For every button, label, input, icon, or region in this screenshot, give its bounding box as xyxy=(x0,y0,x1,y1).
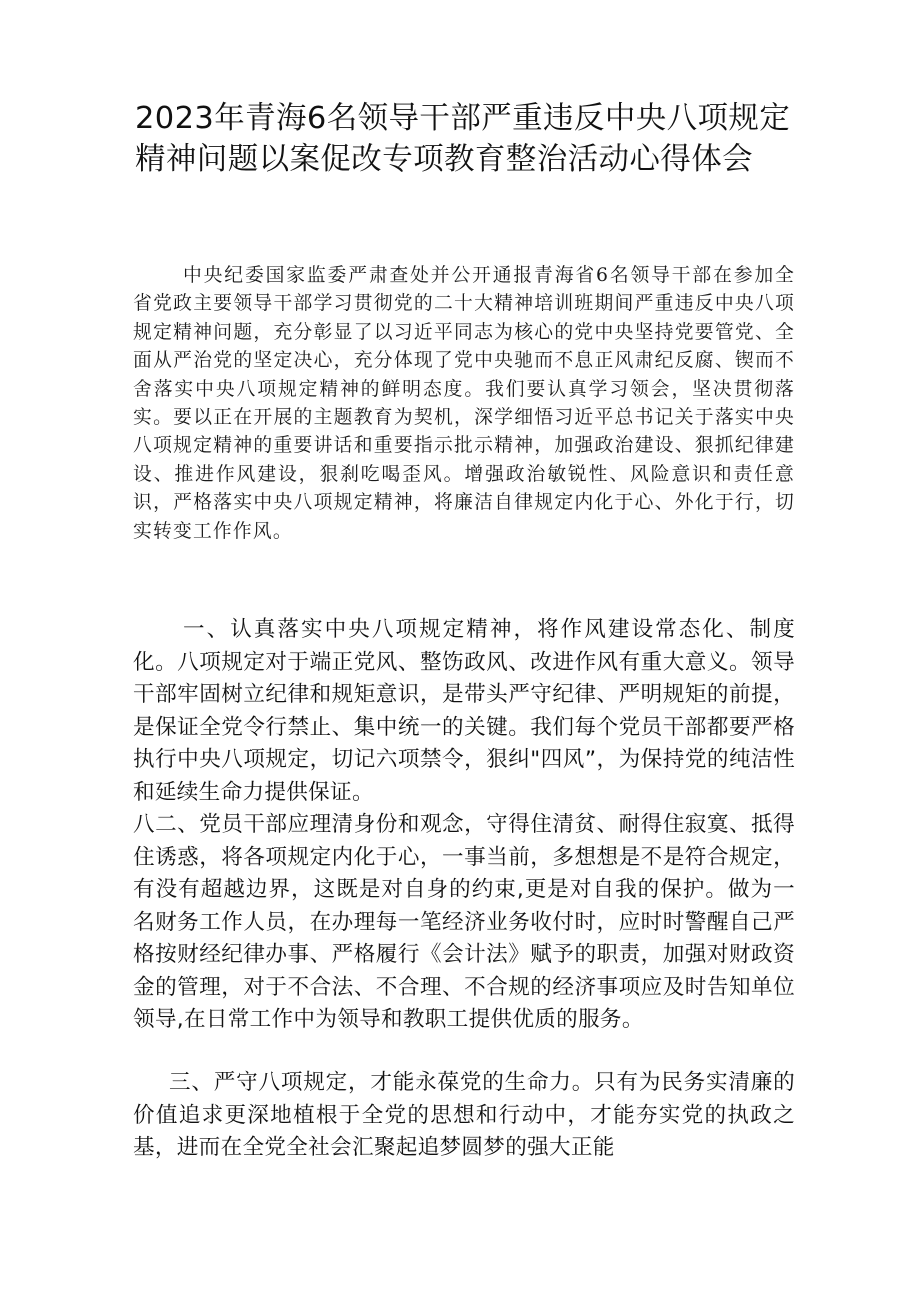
intro-paragraph: 中央纪委国家监委严肃查处并公开通报青海省6名领导干部在参加全省党政主要领导干部学习贯彻党的二十大精神培训班期间严重违反中央八项规定精神问题，充分彰显了以习近平同志为核心的党中央坚持党要管党、全面从严治党的坚定决心，充分体现了党中央驰而不息正风肃纪反腐、锲而不舍落实中央八项规定精神的鲜明态度。我们要认真学习领会，坚决贯彻落实。要以正在开展的主题教育为契机，深学细悟习近平总书记关于落实中央八项规定精神的重要讲话和重要指示批示精神，加强政治建设、狠抓纪律建设、推进作风建设，狠刹吃喝歪风。增强政治敏锐性、风险意识和责任意识，严格落实中央八项规定精神，将廉洁自律规定内化于心、外化于行，切实转变工作作风。 xyxy=(133,265,795,542)
point-two-paragraph: 八二、党员干部应理清身份和观念，守得住清贫、耐得住寂寞、抵得住诱惑，将各项规定内化于心，一事当前，多想想是不是符合规定，有没有超越边界，这既是对自身的约束,更是对自我的保护。做为一名财务工作人员，在办理每一笔经济业务收付时，应时时警醒自己严格按财经纪律办事、严格履行《会计法》赋予的职责，加强对财政资金的管理，对于不合法、不合理、不合规的经济事项应及时告知单位领导,在日常工作中为领导和教职工提供优质的服务。 xyxy=(133,812,795,1032)
document-title: 2023年青海6名领导干部严重违反中央八项规定精神问题以案促改专项教育整治活动心得体会 xyxy=(135,101,791,177)
point-three-paragraph: 三、严守八项规定，才能永葆党的生命力。只有为民务实清廉的价值追求更深地植根于全党的思想和行动中，才能夯实党的执政之基，进而在全党全社会汇聚起追梦圆梦的强大正能 xyxy=(133,1070,795,1160)
point-one-paragraph: 一、认真落实中央八项规定精神，将作风建设常态化、制度化。八项规定对于端正党风、整饬政风、改进作风有重大意义。领导干部牢固树立纪律和规矩意识，是带头严守纪律、严明规矩的前提，是保证全党令行禁止、集中统一的关键。我们每个党员干部都要严格执行中央八项规定，切记六项禁令，狠纠"四风”，为保持党的纯洁性和延续生命力提供保证。 xyxy=(133,617,795,805)
